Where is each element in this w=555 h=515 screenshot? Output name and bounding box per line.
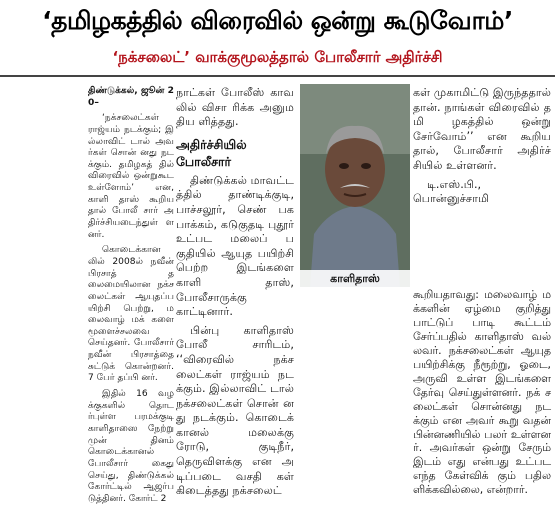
photo-caption: காளிதாஸ் (300, 270, 410, 287)
dateline-paragraph (88, 86, 174, 109)
article-paragraph: நாட்கள் போலீஸ் காவலில் விசா ரிக்க அனுமதிய ளித்தது. (176, 86, 294, 129)
column-3 (413, 86, 551, 211)
subheadline: ‘நக்சலைட்’ வாக்குமூலத்தால் போலீசார் அதிர்ச்சி (112, 48, 443, 66)
article-paragraph: பின்பு காளிதாஸ் போலீ சாரிடம், ‘‘விரைவில் நக்சலைட்கள் ராஜ்யம் நடக்கும். இல்லாவிட் டால் நக்சலைட்கள் சொன் னது நடக்கும். கொடைக் கானல் மலைக்கு ரோடு, குடிநீர், தெருவிளக்கு என அடிப்படை வசதி கள் கிடைத்தது நக்சலைட் (176, 323, 294, 498)
column-3-bottom (413, 288, 551, 501)
article-paragraph: திண்டுக்கல் மாவட்டத்தில் தாண்டிக்குடி, பாச்சலூர், செண் பகபாக்கம், கடுகுதடி புதூர் உட்பட மலைப் பகுதியில் ஆயுத பயிற்சி பெற்ற இடங்களை காளி தாஸ், போலீசாருக்கு காட்டினார். (176, 173, 294, 319)
column-2-content (176, 86, 294, 503)
dateline: திண்டுக்கல், ஜூன் 20– (88, 86, 174, 108)
article-paragraph: கூறியதாவது: மலைவாழ் மக்களின் ஏழ்மை குறித்து பாட்டுப் பாடி கூட்டம் சேர்ப்பதில் காளிதாஸ் வல் லவர். நக்சலைட்கள் ஆயுத பயிற்சிக்கு நீரூற்று, ஓடை, அருவி உள்ள இடங்களை தேர்வு செய்துள்ளனர். நக் சலைட்கள் சொன்னது நடக்கும் என அவர் கூறு வதன் பின்னணியில் பலர் உள்ளனர். அவர்கள் ஒன்று சேரும் இடம் எது என்பது உட்பட எந்த கேள்விக் கும் பதிலளிக்கவில்லை, என்றார். (413, 288, 551, 497)
article-paragraph: கள் முகாமிட்டு இருந்ததால் தான். நாங்கள் விரைவில் தமி ழகத்தில் ஒன்று சேர்வோம்’’ என கூறியதால், போலீசார் அதிர்ச் சியில் உள்ளனர். (413, 86, 551, 172)
article-paragraph: கொடைக்கானலில் 2008ல் நவீன் பிரசாத் தலைமையிலான நக்ச லைட்கள் ஆயுதப்பயிற்சி பெற்று, மலைவாழ் மக் களை மூளைச்சலவை செய்தனர். போலீசார் நவீன் பிரசாத்தை சுட்டுக் கொன்றனர். 7 பேர் தப்பி னர். (88, 245, 174, 384)
article-paragraph: இதில் 16 வழக்குகளில் தொடர்புள்ள பரமக்குடி காளிதாஸை நேற்று முன் தினம் கொடைக்கானல் போலீசார் கைது செய்து, திண்டுக்கல் கோர்ட்டில் ஆஜர்படுத்தினர். கோர்ட் 2 (88, 389, 174, 504)
column-1 (88, 86, 174, 509)
headline: ‘தமிழகத்தில் விரைவில் ஒன்று கூடுவோம்’ (42, 6, 513, 35)
article-paragraph: ‘நக்சலைட்கள் ராஜ்யம் நடக்கும்; இல்லாவிட் டால் அவர்கள் சொன் னது நடக்கும். தமிழகத் தில் விரைவில் ஒன்றுகூட உள்ளோம்’ என, காளி தாஸ் கூறியதால் போலீ சார் அதிர்ச்சியடைந்துள் ளனர். (88, 113, 174, 240)
portrait-photo (300, 84, 410, 287)
portrait-illustration (300, 84, 410, 287)
header-rule (0, 75, 555, 77)
article-paragraph: டி.எஸ்.பி., பொன்னுச்சாமி (413, 177, 489, 206)
section-subhead: அதிர்ச்சியில் போலீசார் (176, 136, 247, 169)
